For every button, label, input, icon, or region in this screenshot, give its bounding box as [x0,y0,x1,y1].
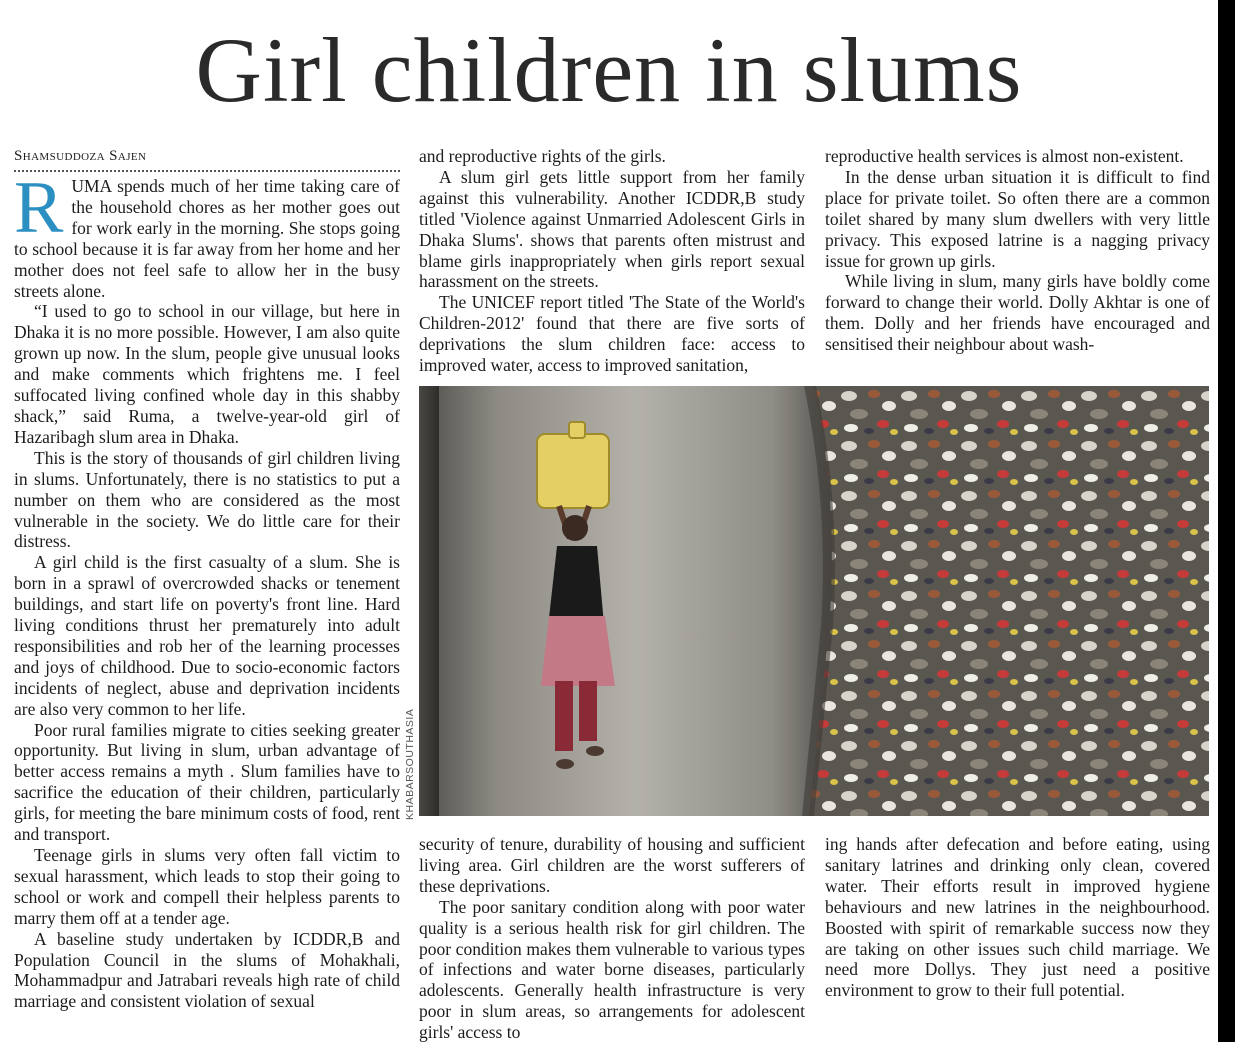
paragraph: This is the story of thousands of girl children living in slums. Unfortunately, there is no statistics to put a number on them who are considered as the most vulnerable in the society. We do little care for their distress. [14,447,400,552]
page-edge-bar [1218,0,1235,1042]
drop-cap: R [14,176,64,249]
photo-credit: KHABARSOUTHASIA [404,708,416,820]
column-3-bottom [825,834,1210,1042]
headline: Girl children in slums [195,19,1023,121]
paragraph: The UNICEF report titled 'The State of the World's Children-2012' found that there are five sorts of deprivations the slum children face: access to improved water, access to improved sanitation, [419,292,805,376]
paragraph: Poor rural families migrate to cities seeking greater opportunity. But living in slum, urban advantage of better access remains a myth . Slum families have to sacrifice the education of their children, particularly girls, for meeting the bare minimum costs of food, rent and transport. [14,719,400,845]
paragraph: and reproductive rights of the girls. [419,146,666,166]
column-2-bottom [419,834,805,1042]
paragraph: A slum girl gets little support from her family against this vulnerability. Another ICDDR,B study titled 'Violence against Unmarried Adolescent Girls in Dhaka Slums'. shows that parents often mistrust and blame girls inappropriately when girls report sexual harassment on the streets. [419,166,805,292]
paragraph: In the dense urban situation it is difficult to find place for private toilet. So often there are a common toilet shared by many slum dwellers with very little privacy. This exposed latrine is a nagging privacy issue for grown up girls. [825,166,1210,271]
paragraph: Teenage girls in slums very often fall victim to sexual harassment, which leads to stop their going to school or work and compell their helpless parents to marry them off at a tender age. [14,845,400,928]
paragraph: ing hands after defecation and before eating, using sanitary latrines and drinking only clean, covered water. Their efforts result in improved hygiene behaviours and new latrines in the neighbourhood. Boosted with spirit of remarkable success now they are taking on other issues such child marriage. We need more Dollys. They just need a positive environment to grow to their full potential. [825,834,1210,1001]
paragraph: reproductive health services is almost non-existent. [825,146,1184,166]
column-3-top [825,146,1210,380]
paragraph: The poor sanitary condition along with poor water quality is a serious health risk for girl children. The poor condition makes them vulnerable to various types of infections and water borne diseases, particularly adolescents. Generally health infrastructure is very poor in slum areas, so arrangements for adolescent girls' access to [419,896,805,1042]
article-photo [419,386,1209,816]
paragraph-text: UMA spends much of her time taking care of the household chores as her mother goes out for work early in the morning. She stops going to school because it is far away from her home and her mother does not feel safe to allow her in the busy streets alone. [14,176,400,301]
paragraph: security of tenure, durability of housing and sufficient living area. Girl children are the worst sufferers of these deprivations. [419,834,805,896]
byline: Shamsuddoza Sajen [14,148,400,172]
column-2-top [419,146,805,380]
paragraph [14,176,400,301]
paragraph: While living in slum, many girls have boldly come forward to change their world. Dolly Akhtar is one of them. Dolly and her friends have encouraged and sensitised their neighbour about wash- [825,271,1210,355]
column-1 [14,176,400,1042]
paragraph: A girl child is the first casualty of a slum. She is born in a sprawl of overcrowded shacks or tenement buildings, and start life on poverty's front line. Hard living conditions thrust her prematurely into adult responsibilities and rob her of the learning processes and joys of childhood. Due to socio-economic factors incidents of neglect, abuse and deprivation incidents are also very common to her life. [14,552,400,719]
paragraph: A baseline study undertaken by ICDDR,B and Population Council in the slums of Mohakhali, Mohammadpur and Jatrabari reveals high rate of child marriage and consistent violation of sexual [14,928,400,1012]
paragraph: “I used to go to school in our village, but here in Dhaka it is no more possible. However, I am also quite grown up now. In the slum, people give unusual looks and make comments which frightens me. I feel suffocated living confined whole day in this shabby shack,” said Ruma, a twelve-year-old girl of Hazaribagh slum area in Dhaka. [14,301,400,447]
